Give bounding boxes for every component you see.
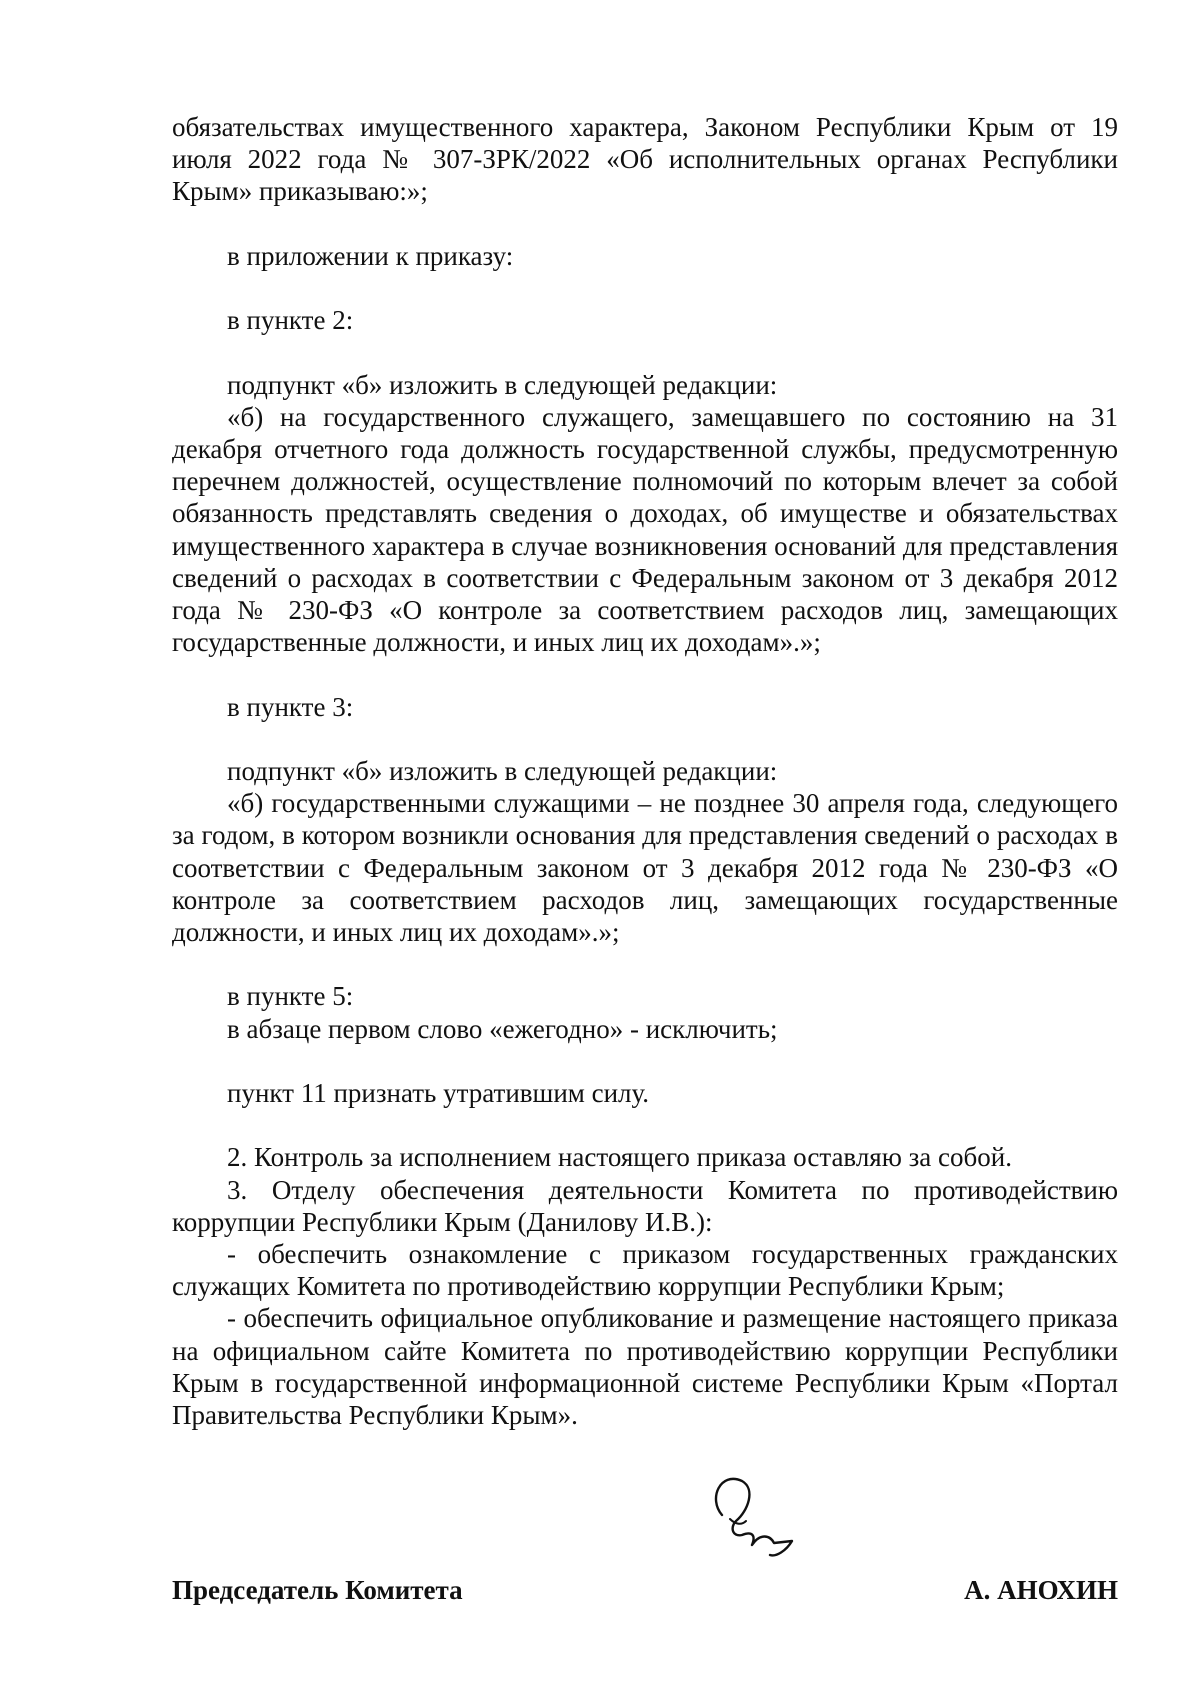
signer-name: А. АНОХИН <box>964 1575 1118 1605</box>
paragraph-item-11: пункт 11 признать утратившим силу. <box>227 1077 650 1108</box>
paragraph-subitem-b-intro: подпункт «б» изложить в следующей редакции: <box>227 369 778 400</box>
paragraph-item-2: в пункте 2: <box>227 305 354 336</box>
paragraph-legal-basis: обязательствах имущественного характера, Законом Республики Крым от 19 июля 2022 года № 307-ЗРК/2022 «Об исполнительных органах Республики Крым» приказываю:»; <box>172 112 1118 207</box>
handwritten-signature <box>700 1465 800 1565</box>
paragraph-item-3: в пункте 3: <box>227 691 354 722</box>
paragraph-familiarization: - обеспечить ознакомление с приказом государственных гражданских служащих Комитета по противодействию коррупции Республики Крым; <box>172 1238 1118 1302</box>
signer-position: Председатель Комитета <box>172 1575 463 1605</box>
paragraph-department-order: 3. Отделу обеспечения деятельности Комитета по противодействию коррупции Республики Крым (Данилову И.В.): <box>172 1174 1118 1237</box>
paragraph-publication: - обеспечить официальное опубликование и размещение настоящего приказа на официальном сайте Комитета по противодействию коррупции Республики Крым в государственной информационной системе Республики Крым «Портал Правительства Республики Крым». <box>172 1303 1118 1430</box>
paragraph-subitem-b-intro-2: подпункт «б» изложить в следующей редакции: <box>227 755 778 786</box>
paragraph-subitem-b-text-2: «б) государственными служащими – не позднее 30 апреля года, следующего за годом, в котором возникли основания для представления сведений о расходах в соответствии с Федеральным законом от 3 декабря 2012 года № 230-ФЗ «О контроле за соответствием расходов лиц, замещающих государственные должности, и иных лиц их доходам».»; <box>172 788 1118 947</box>
paragraph-appendix-intro: в приложении к приказу: <box>227 240 514 271</box>
document-body <box>172 111 1118 1431</box>
paragraph-control: 2. Контроль за исполнением настоящего приказа оставляю за собой. <box>227 1142 1012 1173</box>
paragraph-item-5-change: в абзаце первом слово «ежегодно» - исключить; <box>227 1013 778 1044</box>
paragraph-subitem-b-text: «б) на государственного служащего, замещавшего по состоянию на 31 декабря отчетного года должность государственной службы, предусмотренную перечнем должностей, осуществление полномочий по которым влечет за собой обязанность представлять сведения о доходах, об имуществе и обязательствах имущественного характера в случае возникновения оснований для представления сведений о расходах в соответствии с Федеральным законом от 3 декабря 2012 года № 230-ФЗ «О контроле за соответствием расходов лиц, замещающих государственные должности, и иных лиц их доходам».»; <box>172 401 1118 658</box>
paragraph-item-5: в пункте 5: <box>227 981 354 1012</box>
